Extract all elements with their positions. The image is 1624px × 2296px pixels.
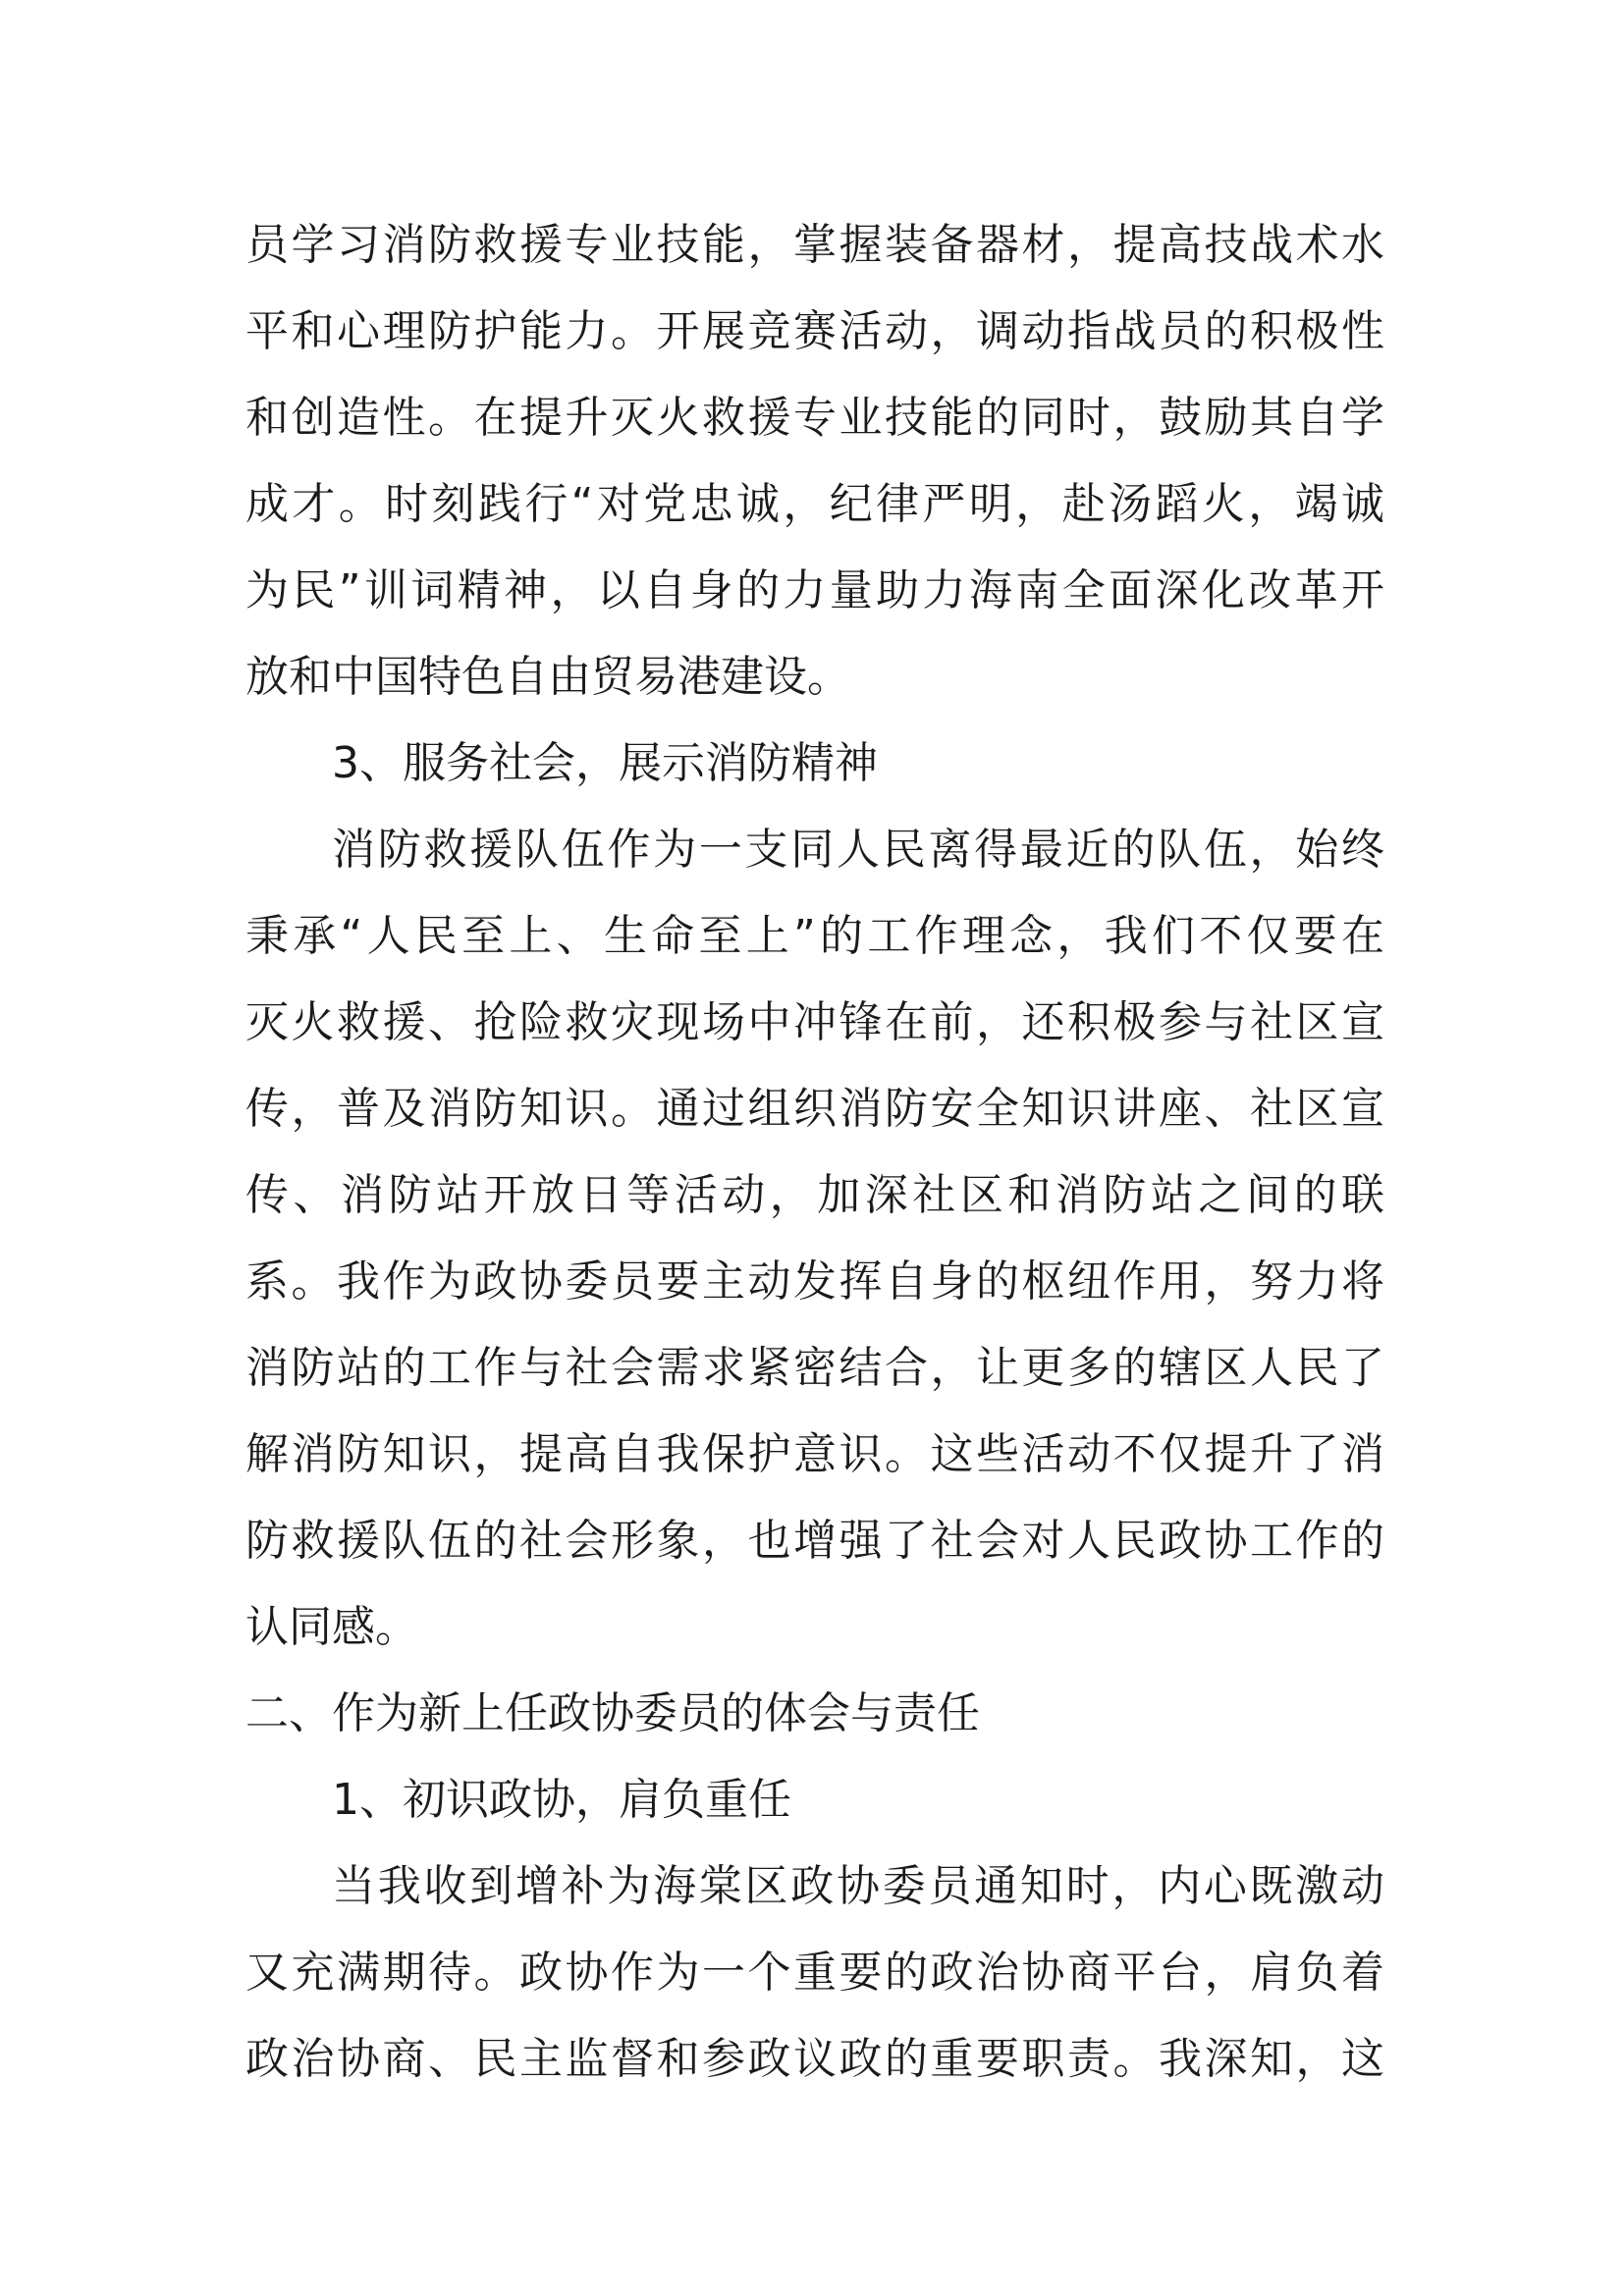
paragraph-line: 放和中国特色自由贸易港建设。 [245, 652, 850, 702]
chapter-heading: 二、作为新上任政协委员的体会与责任 [245, 1688, 980, 1738]
paragraph-line: 认同感。 [245, 1602, 418, 1652]
paragraph-line: 解消防知识，提高自我保护意识。这些活动不仅提升了消 [245, 1429, 1384, 1479]
paragraph-line: 防救援队伍的社会形象，也增强了社会对人民政协工作的 [245, 1516, 1384, 1566]
section-heading: 1、初识政协，肩负重任 [332, 1775, 791, 1825]
paragraph-line: 又充满期待。政协作为一个重要的政治协商平台，肩负着 [245, 1948, 1384, 1998]
paragraph-line: 成才。时刻践行“对党忠诚，纪律严明，赴汤蹈火，竭诚 [245, 479, 1384, 529]
section-heading: 3、服务社会，展示消防精神 [332, 738, 878, 788]
paragraph-line: 消防救援队伍作为一支同人民离得最近的队伍，始终 [332, 825, 1384, 875]
paragraph-line: 传，普及消防知识。通过组织消防安全知识讲座、社区宣 [245, 1084, 1384, 1134]
paragraph-line: 传、消防站开放日等活动，加深社区和消防站之间的联 [245, 1170, 1384, 1220]
paragraph-line: 和创造性。在提升灭火救援专业技能的同时，鼓励其自学 [245, 393, 1384, 443]
paragraph-line: 政治协商、民主监督和参政议政的重要职责。我深知，这 [245, 2034, 1384, 2084]
paragraph-line: 消防站的工作与社会需求紧密结合，让更多的辖区人民了 [245, 1343, 1384, 1393]
paragraph-line: 员学习消防救援专业技能，掌握装备器材，提高技战术水 [245, 220, 1384, 270]
paragraph-line: 灭火救援、抢险救灾现场中冲锋在前，还积极参与社区宣 [245, 997, 1384, 1047]
paragraph-line: 秉承“人民至上、生命至上”的工作理念，我们不仅要在 [245, 911, 1384, 961]
paragraph-line: 为民”训词精神，以自身的力量助力海南全面深化改革开 [245, 565, 1384, 615]
paragraph-line: 平和心理防护能力。开展竞赛活动，调动指战员的积极性 [245, 306, 1384, 356]
paragraph-line: 当我收到增补为海棠区政协委员通知时，内心既激动 [332, 1861, 1384, 1911]
paragraph-line: 系。我作为政协委员要主动发挥自身的枢纽作用，努力将 [245, 1256, 1384, 1307]
